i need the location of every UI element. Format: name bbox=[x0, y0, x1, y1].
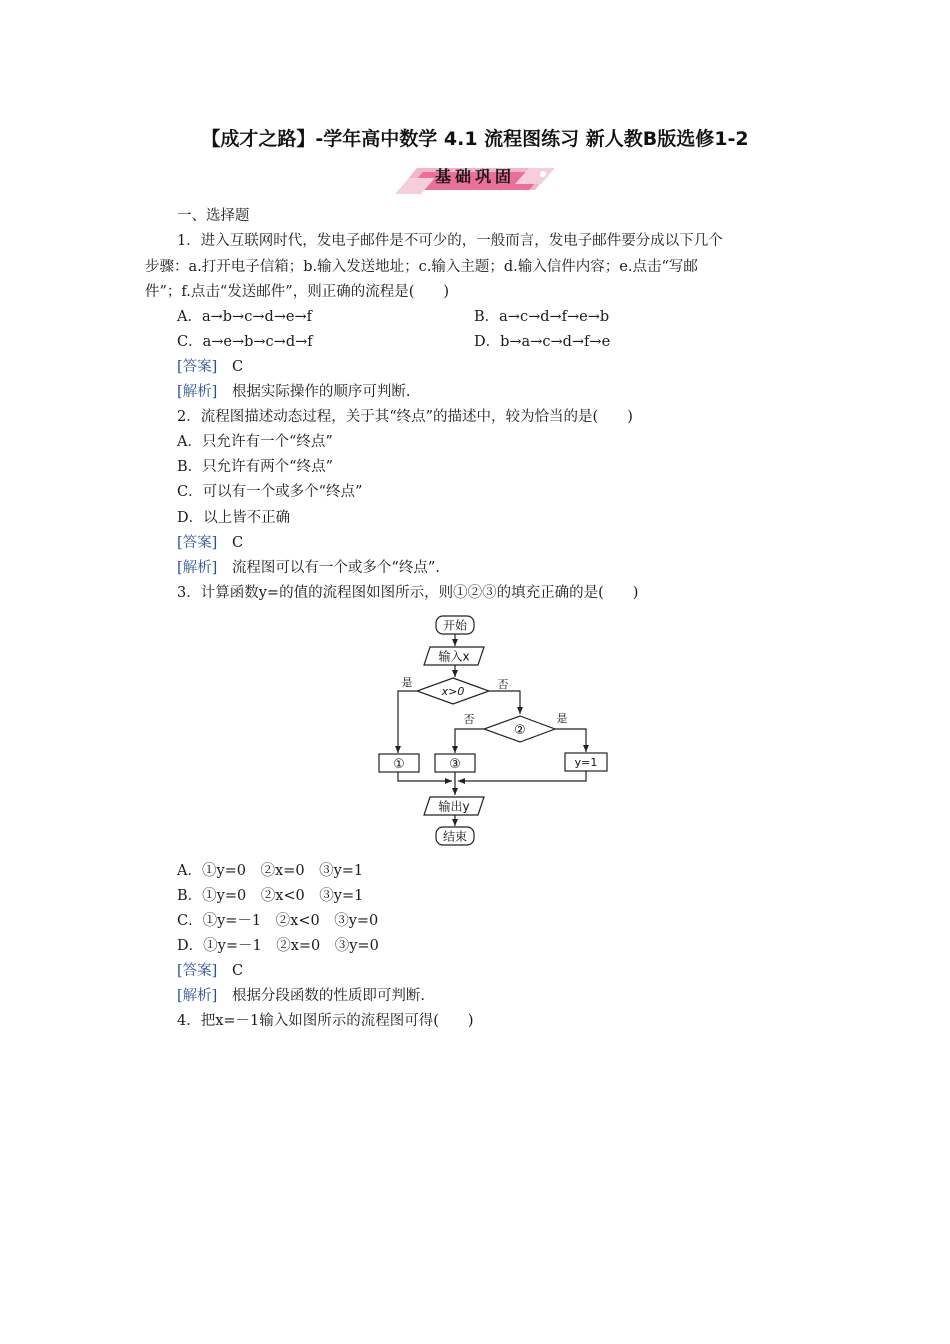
analysis-tag: [解析] bbox=[177, 384, 218, 400]
q3-option-c: C．①y=－1 ②x<0 ③y=0 bbox=[177, 913, 379, 929]
q2-option-c: C．可以有一个或多个“终点” bbox=[177, 484, 363, 500]
flow-output-label: 输出y bbox=[438, 799, 470, 814]
analysis-tag: [解析] bbox=[177, 988, 218, 1004]
answer-tag: [答案] bbox=[177, 963, 218, 979]
document-title: 【成才之路】-学年高中数学 4.1 流程图练习 新人教B版选修1-2 bbox=[201, 128, 749, 150]
q3-answer-line bbox=[177, 961, 243, 981]
section-banner: 基础巩固 bbox=[434, 167, 515, 186]
q3-stem: 3．计算函数y=的值的流程图如图所示，则①②③的填充正确的是( ) bbox=[177, 585, 639, 601]
q3-analysis-line bbox=[177, 986, 425, 1006]
answer-tag: [答案] bbox=[177, 359, 218, 375]
q1-analysis: 根据实际操作的顺序可判断. bbox=[231, 384, 411, 400]
q2-answer-line bbox=[177, 533, 243, 553]
q3-flowchart bbox=[370, 610, 620, 855]
section-heading: 一、选择题 bbox=[177, 208, 250, 224]
q3-answer: C bbox=[231, 963, 244, 979]
q1-option-b: B．a→c→d→f→e→b bbox=[474, 309, 610, 325]
q3-option-b: B．①y=0 ②x<0 ③y=1 bbox=[177, 888, 364, 904]
q2-stem: 2．流程图描述动态过程，关于其“终点”的描述中，较为恰当的是( ) bbox=[177, 409, 633, 425]
flow-start-label: 开始 bbox=[442, 618, 468, 633]
q1-option-a: A．a→b→c→d→e→f bbox=[177, 309, 312, 325]
flow-yes1-label: 是 bbox=[401, 676, 413, 689]
q2-option-b: B．只允许有两个“终点” bbox=[177, 459, 333, 475]
flow-no2-label: 否 bbox=[463, 713, 475, 726]
answer-tag: [答案] bbox=[177, 535, 218, 551]
q3-option-a: A．①y=0 ②x=0 ③y=1 bbox=[177, 863, 364, 879]
q2-analysis: 流程图可以有一个或多个“终点”. bbox=[231, 560, 440, 576]
q1-answer-line bbox=[177, 357, 243, 377]
q2-answer: C bbox=[231, 535, 244, 551]
flow-cond2-label: ② bbox=[514, 723, 526, 738]
flow-no1-label: 否 bbox=[497, 678, 509, 691]
flow-yes2-label: 是 bbox=[556, 712, 568, 725]
flow-box1-label: ① bbox=[393, 757, 405, 772]
q1-option-c: C．a→e→b→c→d→f bbox=[177, 334, 313, 350]
q2-analysis-line bbox=[177, 558, 440, 578]
q1-line2: 步骤：a.打开电子信箱；b.输入发送地址；c.输入主题；d.输入信件内容；e.点击“写邮 bbox=[145, 259, 698, 275]
flow-cond1-label: x>0 bbox=[441, 685, 465, 698]
q1-option-d: D．b→a→c→d→f→e bbox=[474, 334, 611, 350]
flow-boxy-label: y=1 bbox=[574, 756, 598, 769]
q1-line3: 件”；f.点击“发送邮件”，则正确的流程是( ) bbox=[145, 284, 450, 300]
flow-box3-label: ③ bbox=[449, 757, 461, 772]
q3-option-d: D．①y=－1 ②x=0 ③y=0 bbox=[177, 938, 379, 954]
flow-input-label: 输入x bbox=[438, 649, 470, 664]
q4-stem: 4．把x=－1输入如图所示的流程图可得( ) bbox=[177, 1013, 474, 1029]
q1-answer: C bbox=[231, 359, 244, 375]
flow-end-label: 结束 bbox=[442, 829, 468, 844]
q2-option-a: A．只允许有一个“终点” bbox=[177, 434, 333, 450]
q2-option-d: D．以上皆不正确 bbox=[177, 510, 291, 526]
q3-analysis: 根据分段函数的性质即可判断. bbox=[231, 988, 426, 1004]
analysis-tag: [解析] bbox=[177, 560, 218, 576]
q1-analysis-line bbox=[177, 382, 411, 402]
q1-line1: 1．进入互联网时代，发电子邮件是不可少的，一般而言，发电子邮件要分成以下几个 bbox=[177, 233, 723, 249]
